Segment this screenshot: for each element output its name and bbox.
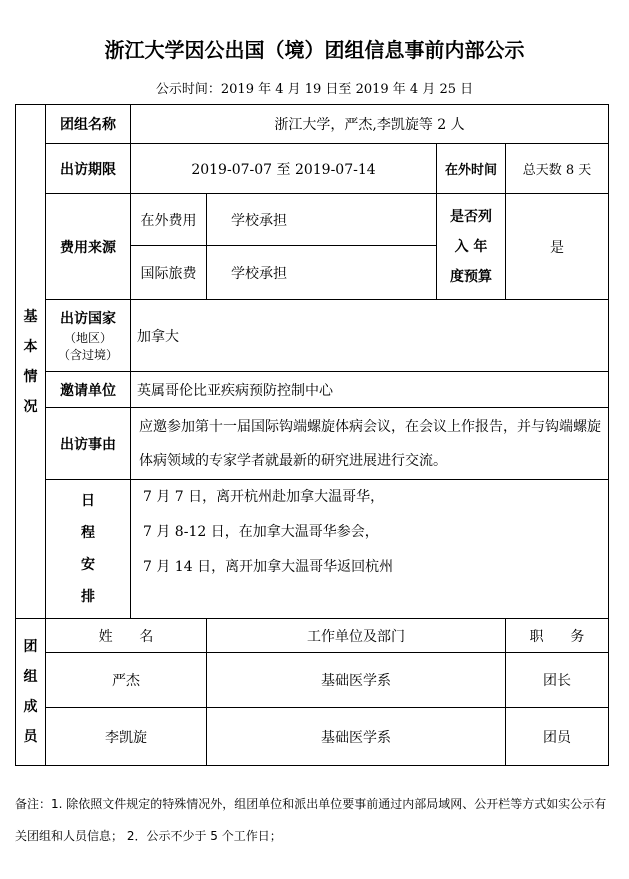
member-unit: 基础医学系 xyxy=(207,653,506,708)
footnote: 备注：1. 除依照文件规定的特殊情况外，组团单位和派出单位要事前通过内部局域网、公开栏等方式如实公示有关团组和人员信息； 2．公示不少于 5 个工作日； xyxy=(15,797,607,843)
member-header-unit: 工作单位及部门 xyxy=(207,619,506,653)
schedule-side-label: 日 程 安 排 xyxy=(46,480,131,619)
purpose-value: 应邀参加第十一届国际钩端螺旋体病会议，在会议上作报告，并与钩端螺旋体病领域的专家学者就最新的研究进展进行交流。 xyxy=(131,408,609,480)
period-value: 2019-07-07 至 2019-07-14 xyxy=(131,144,437,194)
schedule-line: 7 月 7 日，离开杭州赴加拿大温哥华， xyxy=(143,489,385,505)
table-row xyxy=(16,708,609,766)
budget-label: 是否列 入 年 度预算 xyxy=(437,194,506,300)
purpose-label: 出访事由 xyxy=(46,408,131,480)
country-label: 出访国家 （地区） （含过境） xyxy=(46,300,131,372)
info-table xyxy=(15,104,609,766)
period-label: 出访期限 xyxy=(46,144,131,194)
member-role: 团长 xyxy=(506,653,609,708)
members-side-label: 团 组 成 员 xyxy=(16,619,46,766)
fee-source-label: 费用来源 xyxy=(46,194,131,300)
schedule-line: 7 月 14 日，离开加拿大温哥华返回杭州 xyxy=(143,559,394,575)
publish-time: 公示时间：2019 年 4 月 19 日至 2019 年 4 月 25 日 xyxy=(155,82,474,97)
member-name: 李凯旋 xyxy=(46,708,207,766)
fee-travel-label: 国际旅费 xyxy=(131,246,207,300)
member-role: 团员 xyxy=(506,708,609,766)
abroad-time-value: 总天数 8 天 xyxy=(506,144,609,194)
abroad-time-label: 在外时间 xyxy=(437,144,506,194)
fee-abroad-label: 在外费用 xyxy=(131,194,207,246)
group-name-label: 团组名称 xyxy=(46,105,131,144)
member-header-role: 职 务 xyxy=(506,619,609,653)
group-name-value: 浙江大学，严杰,李凯旋等 2 人 xyxy=(131,105,609,144)
inviter-value: 英属哥伦比亚疾病预防控制中心 xyxy=(131,372,609,408)
member-header-name: 姓 名 xyxy=(46,619,207,653)
country-value: 加拿大 xyxy=(131,300,609,372)
table-row xyxy=(16,653,609,708)
member-unit: 基础医学系 xyxy=(207,708,506,766)
schedule-line: 7 月 8-12 日，在加拿大温哥华参会， xyxy=(143,524,379,540)
fee-travel-value: 学校承担 xyxy=(207,246,437,300)
budget-value: 是 xyxy=(506,194,609,300)
inviter-label: 邀请单位 xyxy=(46,372,131,408)
basic-side-label: 基 本 情 况 xyxy=(16,105,46,619)
member-name: 严杰 xyxy=(46,653,207,708)
schedule-lines xyxy=(131,480,609,619)
fee-abroad-value: 学校承担 xyxy=(207,194,437,246)
page-title: 浙江大学因公出国（境）团组信息事前内部公示 xyxy=(104,38,525,62)
